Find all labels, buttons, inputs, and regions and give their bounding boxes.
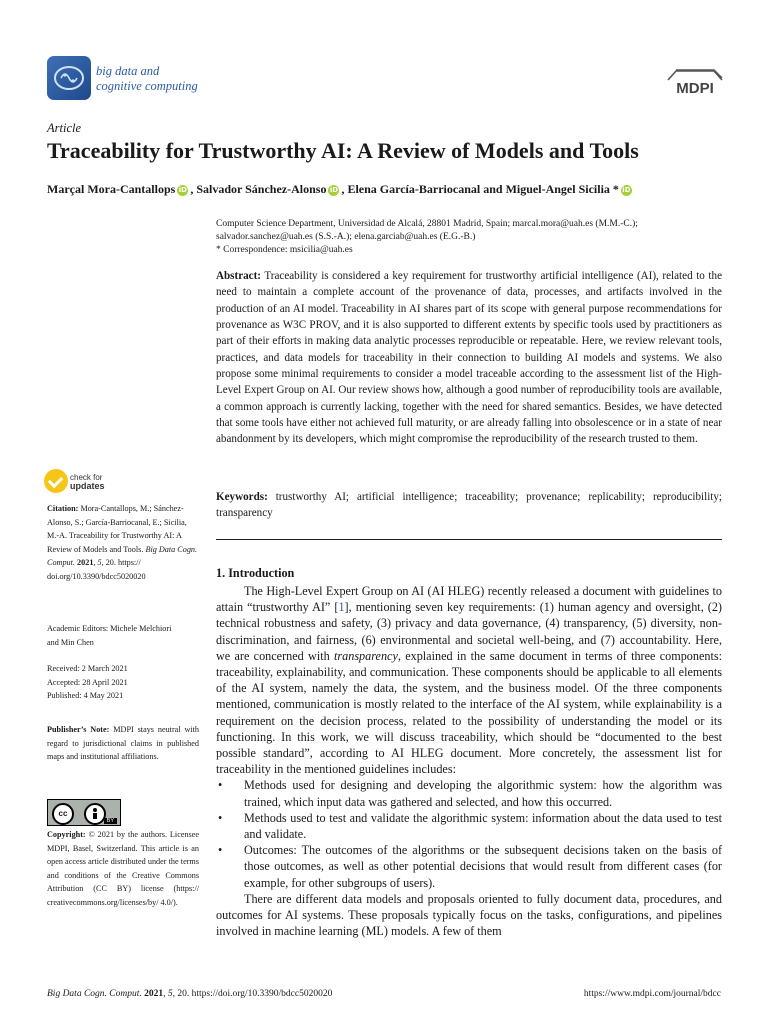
check-updates-text: check for — [70, 473, 103, 482]
footer-journal: Big Data Cogn. Comput. — [47, 989, 142, 999]
orcid-icon[interactable]: iD — [329, 186, 339, 194]
affiliation-block — [216, 218, 736, 257]
copyright-label: Copyright: — [47, 830, 86, 839]
editors-line: Academic Editors: Michele Melchiori — [47, 624, 172, 633]
list-item: • Outcomes: The outcomes of the algorithms or the subsequent decisions taken on the basis of those outcomes, as well as other potential decisions that would result from different cases (for example, for other subgroups of users). — [216, 842, 722, 891]
journal-name: big data and cognitive computing — [96, 64, 198, 93]
keywords — [216, 489, 722, 521]
reference-link[interactable]: 1 — [338, 600, 345, 615]
affiliation-line: salvador.sanchez@uah.es (S.S.-A.); elena.garciab@uah.es (E.G.-B.) — [216, 232, 476, 242]
article-type: Article — [47, 121, 82, 135]
mdpi-logo-text: MDPI — [676, 80, 714, 97]
article-dates — [47, 662, 199, 703]
abstract-text: Traceability is considered a key requirement for trustworthy artificial intelligence (AI), related to the need to maintain a complete account of the provenance of data, processes, and artifacts involved in the production of an AI model. Traceability in AI shares part of its scope with general purpose recommendations for provenance as W3C PROV, and it is also supported to different extents by specific tools used by practitioners as part of their efforts in making data analytic processes reproducible or repeatable. Here, we review relevant tools, practices, and data models for traceability in their connection to building AI models and systems. We also propose some minimal requirements to consider a model traceable according to the assessment list of the High-Level Expert Group on AI. Our review shows how, although a good number of reproducibility tools are available, a common approach is currently lacking, together with the need for shared semantics. Besides, we have detected that some tools have either not achieved full maturity, or are already falling into obsolescence or in a state of near abandonment by its developers, which might compromise the reproducibility of the research trusted to them. — [216, 270, 722, 446]
cc-by-license-badge[interactable] — [47, 799, 121, 826]
footer-volume: 5 — [167, 989, 173, 999]
citation-text: Mora-Cantallops, M.; Sánchez-Alonso, S.; García-Barriocanal, E.; Sicilia, M.-A. Traceability for Trustworthy AI: A Review of Models and Tools. — [47, 504, 187, 554]
footer-journal-url[interactable]: https://www.mdpi.com/journal/bdcc — [583, 989, 721, 999]
received-date: Received: 2 March 2021 — [47, 664, 128, 673]
section-heading: 1. Introduction — [216, 566, 295, 580]
citation-doi-link[interactable]: doi.org/10.3390/bdcc5020020 — [47, 571, 146, 581]
orcid-icon[interactable]: iD — [178, 186, 187, 194]
published-date: Published: 4 May 2021 — [47, 691, 124, 701]
orcid-icon[interactable]: iD — [622, 186, 631, 194]
paper-title: Traceability for Trustworthy AI: A Review of Models and Tools — [47, 138, 639, 163]
publisher-note-text: MDPI stays neutral with regard to jurisdictional claims in published maps and institutional affiliations. — [47, 725, 200, 762]
footer-year: 2021 — [144, 989, 164, 999]
author-name[interactable]: Miguel-Angel Sicilia — [505, 182, 610, 196]
cc-icon: cc — [52, 803, 74, 825]
publisher-note-label: Publisher’s Note: — [47, 725, 110, 734]
check-updates-text: updates — [70, 481, 105, 491]
citation-journal: Big Data Cogn. Comput. — [47, 544, 198, 568]
footer-citation: Big Data Cogn. Comput. 2021, 5, 20. https://doi.org/10.3390/bdcc5020020 — [47, 989, 333, 999]
copyright-text: © 2021 by the authors. Licensee MDPI, Basel, Switzerland. This article is an open access article distributed under the terms and conditions of the Creative Commons Attribution (CC BY) license (https:// creativecommons.org/licenses/by/ 4.0/). — [47, 830, 200, 907]
author-name[interactable]: Elena García-Barriocanal — [347, 182, 481, 196]
list-item: • Methods used for designing and developing the algorithmic system: how the algorithm was trained, which input data was gathered and selected, and how this occurred. — [216, 777, 722, 809]
citation-pages: , 20. https:// — [101, 558, 141, 568]
keywords-label: Keywords: — [216, 491, 268, 503]
footer-doi[interactable]: , 20. https://doi.org/10.3390/bdcc5020020 — [172, 989, 333, 999]
list-item: • Methods used to test and validate the algorithmic system: information about the data used to test and validate. — [216, 810, 722, 842]
journal-logo — [47, 56, 91, 100]
correspondence-line: * Correspondence: msicilia@uah.es — [216, 245, 353, 255]
citation-volume: 5 — [97, 558, 102, 568]
author-list: Marçal Mora-Cantallops iD , Salvador Sánchez-Alonso iD , Elena García-Barriocanal and Miguel-Angel Sicilia * iD — [47, 182, 631, 196]
mdpi-logo — [664, 68, 726, 98]
citation-label: Citation: — [47, 504, 79, 513]
bullet-list — [216, 777, 722, 890]
paragraph — [216, 583, 722, 777]
citation-year: 2021 — [77, 558, 94, 568]
abstract — [216, 268, 722, 448]
citation-block: Citation: Mora-Cantallops, M.; Sánchez-Alonso, S.; García-Barriocanal, E.; Sicilia, M.-A. Traceability for Trustworthy AI: A Review of Models and Tools. Big Data Cogn. Comput. 2021, 5, 20. https:// doi.org/10.3390/bdcc5020020 — [47, 504, 198, 581]
checkmark-icon — [44, 469, 68, 493]
publisher-note — [47, 723, 199, 764]
paragraph-text: , explained in the same document in terms of three components: traceability, explainability, and communication. These components should be applicable to all elements of the AI system, namely the data, the system, and the business model. Of the three components mentioned, communication is mostly related to the interface of the AI system, while explainability is a requirement on the decision process, related to the possibility of understanding the model or its functioning. In this work, we will discuss traceability, which should be “documented to the best possible standard”, according to AI HLEG document. More concretely, the assessment list for traceability in the mentioned guidelines includes: — [216, 648, 723, 777]
author-name[interactable]: Salvador Sánchez-Alonso — [196, 182, 327, 196]
check-for-updates-badge[interactable] — [44, 469, 134, 497]
paragraph: There are different data models and proposals oriented to fully document data, procedures, and outcomes for AI systems. These proposals typically focus on the tasks, configurations, and pipelines involved in machine learning (ML) models. A few of them — [216, 891, 722, 939]
academic-editors — [47, 622, 199, 649]
section-divider — [216, 539, 722, 540]
corresponding-mark: * — [612, 182, 619, 196]
cc-by-label: BY — [104, 818, 117, 824]
paragraph-text: The High-Level Expert Group on AI (AI HLEG) recently released a document with guidelines to attain “trustworthy AI” [ — [216, 584, 722, 615]
emphasis-text: transparency — [334, 648, 398, 663]
author-conjunction: and — [483, 182, 503, 196]
editors-line: and Min Chen — [47, 637, 94, 647]
paragraph-text: ], mentioning seven key requirements: (1) human agency and oversight, (2) technical robustness and safety, (3) privacy and data governance, (4) transparency, (5) diversity, non-discrimination, and fairness, (6) environmental and societal well-being, and (7) accountability. Here, we are concerned with — [216, 600, 722, 663]
keywords-text: trustworthy AI; artificial intelligence; traceability; provenance; replicability; reproducibility; transparency — [216, 491, 722, 519]
copyright-block — [47, 828, 199, 910]
accepted-date: Accepted: 28 April 2021 — [47, 677, 128, 687]
introduction-body — [216, 583, 722, 939]
author-name[interactable]: Marçal Mora-Cantallops — [47, 182, 176, 196]
affiliation-line: Computer Science Department, Universidad de Alcalá, 28801 Madrid, Spain; marcal.mora@uah.es (M.M.-C.); — [216, 219, 638, 229]
abstract-label: Abstract: — [216, 270, 261, 282]
